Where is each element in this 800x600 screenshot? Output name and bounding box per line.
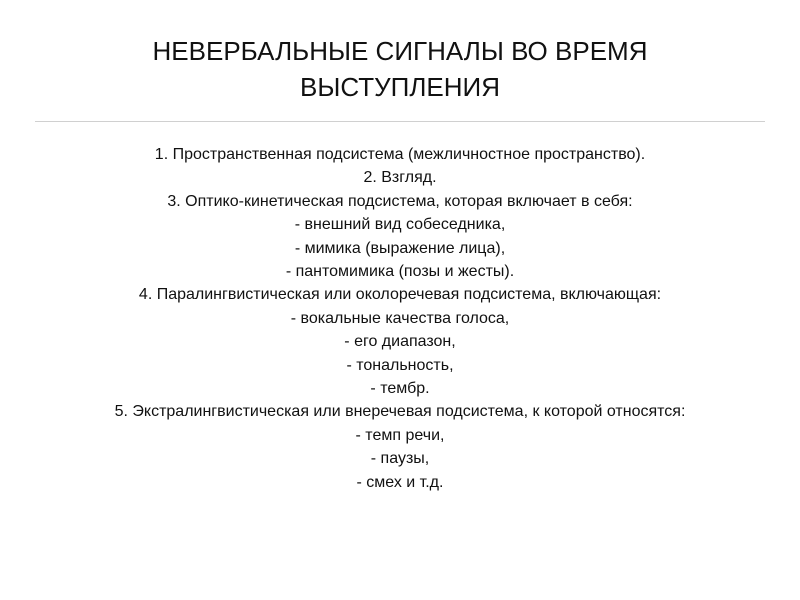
subitem-range: - его диапазон, [344, 333, 456, 351]
subitem-facial-expression: - мимика (выражение лица), [294, 239, 506, 257]
title-line-1: НЕВЕРБАЛЬНЫЕ СИГНАЛЫ ВО ВРЕМЯ [152, 36, 648, 66]
slide-title [40, 33, 760, 105]
item-4-paralinguistic-subsystem: 4. Паралингвистическая или околоречевая подсистема, включающая: [138, 286, 662, 304]
item-3-optical-kinetic-subsystem: 3. Оптико-кинетическая подсистема, которая включает в себя: [167, 192, 633, 210]
item-5-extralinguistic-subsystem: 5. Экстралингвистическая или внеречевая подсистема, к которой относятся: [114, 403, 686, 421]
subitem-appearance: - внешний вид собеседника, [294, 216, 506, 234]
item-1-spatial-subsystem: 1. Пространственная подсистема (межличностное пространство). [154, 146, 646, 163]
subitem-laughter: - смех и т.д. [356, 473, 444, 491]
subitem-pantomime: - пантомимика (позы и жесты). [285, 263, 515, 281]
subitem-pauses: - паузы, [370, 450, 430, 468]
item-2-gaze: 2. Взгляд. [363, 169, 437, 187]
subitem-timbre: - тембр. [370, 380, 430, 398]
slide-body [20, 143, 780, 494]
subitem-vocal-qualities: - вокальные качества голоса, [290, 309, 510, 327]
subitem-speech-tempo: - темп речи, [355, 426, 445, 444]
subitem-tonality: - тональность, [346, 356, 454, 374]
title-line-2: ВЫСТУПЛЕНИЯ [299, 72, 500, 102]
title-divider [35, 121, 765, 122]
